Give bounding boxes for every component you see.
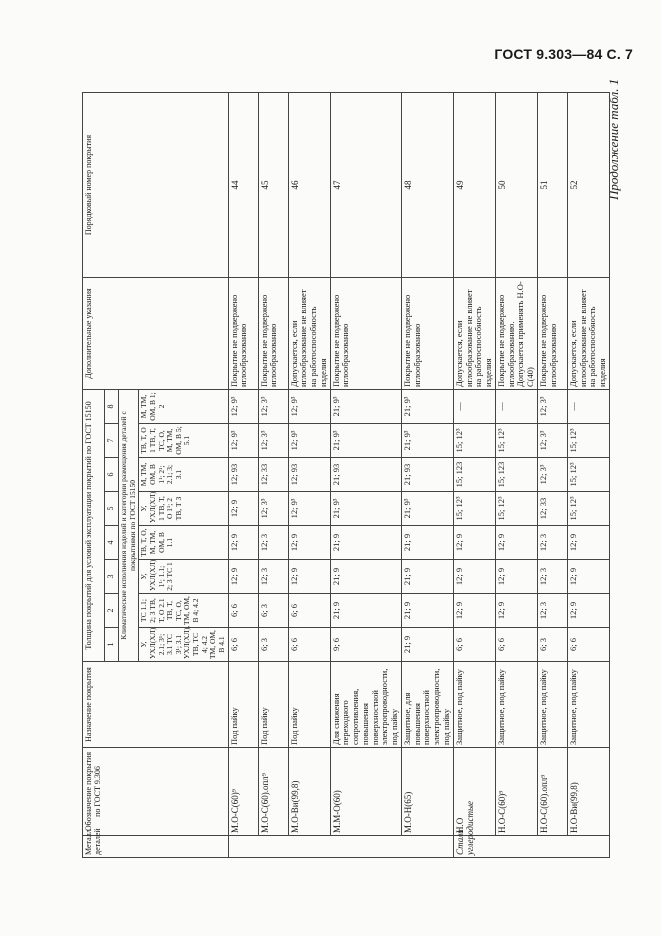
thickness-cell: 12; 9	[495, 560, 537, 594]
group-num: 7	[105, 424, 119, 458]
notes-cell: Покрытие не подвержено иглообразованию	[228, 278, 258, 390]
thickness-cell: 6; 3	[258, 594, 288, 628]
designation-cell: Н.О-С(60)⁹	[495, 748, 537, 836]
table-row	[330, 93, 401, 858]
row-number-cell: 44	[228, 93, 258, 278]
thickness-cell: 12; 9	[228, 560, 258, 594]
thickness-cell: 12; 9	[453, 560, 495, 594]
thickness-cell: 12; 33	[258, 458, 288, 492]
notes-cell: Покрытие не подвержено иглообразованию	[258, 278, 288, 390]
thickness-cell: 12; 3	[537, 560, 567, 594]
thickness-cell: 12; 33	[537, 492, 567, 526]
thickness-cell: 21; 9³	[401, 424, 453, 458]
thickness-cell: 21; 9³	[330, 390, 401, 424]
thickness-cell: 12; 3³	[258, 492, 288, 526]
thickness-cell: 21; 9³	[401, 390, 453, 424]
thickness-cell: 6; 3	[537, 628, 567, 662]
thickness-cell: 12; 9	[288, 526, 330, 560]
header-metal: Металл деталей	[83, 836, 229, 858]
designation-cell: М.О-С(60).опл⁹	[258, 748, 288, 836]
group-spec: У, УХЛ(ХЛ) 1¹; 1.1; 2; 3 ТС 1	[139, 560, 228, 594]
thickness-cell: 12; 9	[453, 594, 495, 628]
group-spec: М, ТМ, ОМ, В 1; 2	[139, 390, 228, 424]
group-num: 4	[105, 526, 119, 560]
designation-cell: Н.О-Ви(99,8)	[567, 748, 609, 836]
thickness-cell: —	[567, 390, 609, 424]
thickness-cell: 12; 93	[288, 458, 330, 492]
thickness-cell: 15; 123	[453, 458, 495, 492]
thickness-cell: 21; 9³	[401, 492, 453, 526]
coatings-table	[82, 92, 610, 858]
thickness-cell: 12; 9³	[228, 424, 258, 458]
thickness-cell: 21; 9	[330, 526, 401, 560]
thickness-cell: 12; 3³	[258, 424, 288, 458]
thickness-cell: 12; 3³	[258, 390, 288, 424]
notes-cell: Покрытие не подвержено иглообразованию. Допускается применять Н.О-С(40)	[495, 278, 537, 390]
header-purpose: Назначение покрытия	[83, 662, 229, 748]
thickness-cell: 12; 3	[537, 594, 567, 628]
header-climatic: Климатические исполнения изделий и категории размещения деталей с покрытиями по ГОСТ 15150	[119, 390, 139, 662]
thickness-cell: 6; 3	[258, 628, 288, 662]
thickness-cell: 21; 9	[330, 560, 401, 594]
row-number-cell: 48	[401, 93, 453, 278]
thickness-cell: 12; 3³	[537, 458, 567, 492]
group-spec: У, УХЛ(ХЛ) 1 ТВ, Т, О 1¹; 2 ТВ, Т 3	[139, 492, 228, 526]
notes-cell: Допускается, если иглообразование не влияет на работоспособность изделия	[567, 278, 609, 390]
table-body	[228, 93, 609, 858]
table-row	[228, 93, 258, 858]
thickness-cell: 15; 123	[495, 458, 537, 492]
thickness-cell: 12; 9	[495, 594, 537, 628]
purpose-cell: Для снижения переходного сопротивления, повышения поверхностной электропроводности, под пайку	[330, 662, 401, 748]
thickness-cell: 12; 9	[228, 526, 258, 560]
group-spec: У, УХЛ(ХЛ) 2.1; 3¹; 3.1 ТС 3¹; 3.1 УХЛ(ХЛ), ТВ, ТС 4; 4.2 ТМ, ОМ, В 4.1	[139, 628, 228, 662]
thickness-cell: 12; 9³	[288, 390, 330, 424]
thickness-cell: 21; 9³	[330, 492, 401, 526]
purpose-cell: Защитное, под пайку	[453, 662, 495, 748]
group-spec: ТВ, Т, О 1 ТВ, Т, ТС, О, М, ТМ, ОМ, В 5; 5.1	[139, 424, 228, 458]
thickness-cell: 12; 3	[258, 526, 288, 560]
thickness-cell: 21; 9	[401, 526, 453, 560]
notes-cell: Покрытие не подвержено иглообразованию	[401, 278, 453, 390]
table-row	[288, 93, 330, 858]
thickness-cell: —	[495, 390, 537, 424]
thickness-cell: 6; 6	[567, 628, 609, 662]
purpose-cell: Защитное, для повышения поверхностной электропроводности, под пайку	[401, 662, 453, 748]
thickness-cell: 12; 9	[495, 526, 537, 560]
purpose-cell: Под пайку	[258, 662, 288, 748]
thickness-cell: 21; 9	[401, 560, 453, 594]
row-number-cell: 50	[495, 93, 537, 278]
group-num: 1	[105, 628, 119, 662]
purpose-cell: Под пайку	[288, 662, 330, 748]
page-header: ГОСТ 9.303—84 С. 7	[494, 46, 633, 62]
thickness-cell: 12; 9	[288, 560, 330, 594]
coatings-table-wrapper	[82, 92, 608, 858]
thickness-cell: 6; 6	[288, 628, 330, 662]
row-number-cell: 46	[288, 93, 330, 278]
thickness-cell: 12; 9³	[228, 390, 258, 424]
thickness-cell: 21; 9	[401, 594, 453, 628]
metal-group-cell	[228, 836, 453, 858]
row-number-cell: 49	[453, 93, 495, 278]
thickness-cell: 12; 9	[567, 594, 609, 628]
header-designation: Обозначение покрытия по ГОСТ 9.306	[83, 748, 229, 836]
thickness-cell: 12; 93	[228, 458, 258, 492]
thickness-cell: 15; 12³	[495, 424, 537, 458]
thickness-cell: 12; 3³	[537, 424, 567, 458]
thickness-cell: 6; 6	[288, 594, 330, 628]
header-notes: Дополнительные указания	[83, 278, 229, 390]
thickness-cell: 12; 9	[228, 492, 258, 526]
table-row	[567, 93, 609, 858]
continuation-label: Продолжение табл. 1	[606, 78, 621, 200]
designation-cell: М.О-Ви(99,8)	[288, 748, 330, 836]
group-num: 3	[105, 560, 119, 594]
notes-cell: Допускается, если иглообразование не влияет на работоспособность изделия	[453, 278, 495, 390]
thickness-cell: 12; 9	[453, 526, 495, 560]
designation-cell: Н.О-С(60).опл⁹	[537, 748, 567, 836]
thickness-cell: 21; 9	[330, 594, 401, 628]
purpose-cell: Под пайку	[228, 662, 258, 748]
designation-cell: М.О-С(60)⁹	[228, 748, 258, 836]
group-spec: ТВ, Т, О, М, ТМ, ОМ, В 1.1	[139, 526, 228, 560]
thickness-cell: 12; 3³	[537, 390, 567, 424]
row-number-cell: 47	[330, 93, 401, 278]
thickness-cell: 15; 12³	[495, 492, 537, 526]
thickness-cell: 15; 12³	[453, 492, 495, 526]
group-spec: М, ТМ, ОМ, В 1¹; 2¹; 2.1; 3; 3.1	[139, 458, 228, 492]
thickness-cell: 21; 93	[330, 458, 401, 492]
table-row	[453, 93, 495, 858]
thickness-cell: 21; 9	[401, 628, 453, 662]
thickness-cell: 12; 9³	[288, 492, 330, 526]
designation-cell: Н.О	[453, 748, 495, 836]
designation-cell: М.О-Н(65)	[401, 748, 453, 836]
thickness-cell: 15; 12³	[567, 492, 609, 526]
thickness-cell: 6; 6	[228, 594, 258, 628]
notes-cell: Покрытие не подвержено иглообразованию	[330, 278, 401, 390]
purpose-cell: Защитное, под пайку	[537, 662, 567, 748]
thickness-cell: 12; 9	[567, 560, 609, 594]
group-spec: ТС 1.1; 2; 3 ТВ, Т, О 2.1 ТВ, Т, ТС, О, ТМ, ОМ, В 4; 4.2	[139, 594, 228, 628]
purpose-cell: Защитное, под пайку	[567, 662, 609, 748]
group-num: 2	[105, 594, 119, 628]
table-row	[401, 93, 453, 858]
thickness-cell: 12; 3	[258, 560, 288, 594]
row-number-cell: 45	[258, 93, 288, 278]
thickness-cell: 12; 9	[567, 526, 609, 560]
row-number-cell: 52	[567, 93, 609, 278]
table-row	[537, 93, 567, 858]
thickness-cell: 15; 12³	[567, 458, 609, 492]
designation-cell: М.М-О(60)	[330, 748, 401, 836]
thickness-cell: 6; 6	[453, 628, 495, 662]
table-row	[495, 93, 537, 858]
thickness-cell: 21; 9³	[330, 424, 401, 458]
thickness-cell: 12; 3	[537, 526, 567, 560]
row-number-cell: 51	[537, 93, 567, 278]
notes-cell: Покрытие не подвержено иглообразованию	[537, 278, 567, 390]
header-rownum: Порядковый номер покрытия	[83, 93, 229, 278]
thickness-cell: 21; 93	[401, 458, 453, 492]
thickness-cell: 15; 12³	[453, 424, 495, 458]
header-thickness: Толщина покрытий для условий эксплуатации покрытий по ГОСТ 15150	[83, 390, 105, 662]
purpose-cell: Защитное, под пайку	[495, 662, 537, 748]
thickness-cell: 15; 12³	[567, 424, 609, 458]
thickness-cell: 6; 6	[228, 628, 258, 662]
metal-group-cell: Стали углеродистые	[453, 836, 609, 858]
thickness-cell: 9; 6	[330, 628, 401, 662]
group-num: 5	[105, 492, 119, 526]
thickness-cell: —	[453, 390, 495, 424]
notes-cell: Допускается, если иглообразование не влияет на работоспособность изделия	[288, 278, 330, 390]
thickness-cell: 6; 6	[495, 628, 537, 662]
thickness-cell: 12; 9³	[288, 424, 330, 458]
table-row	[258, 93, 288, 858]
group-num: 8	[105, 390, 119, 424]
group-num: 6	[105, 458, 119, 492]
